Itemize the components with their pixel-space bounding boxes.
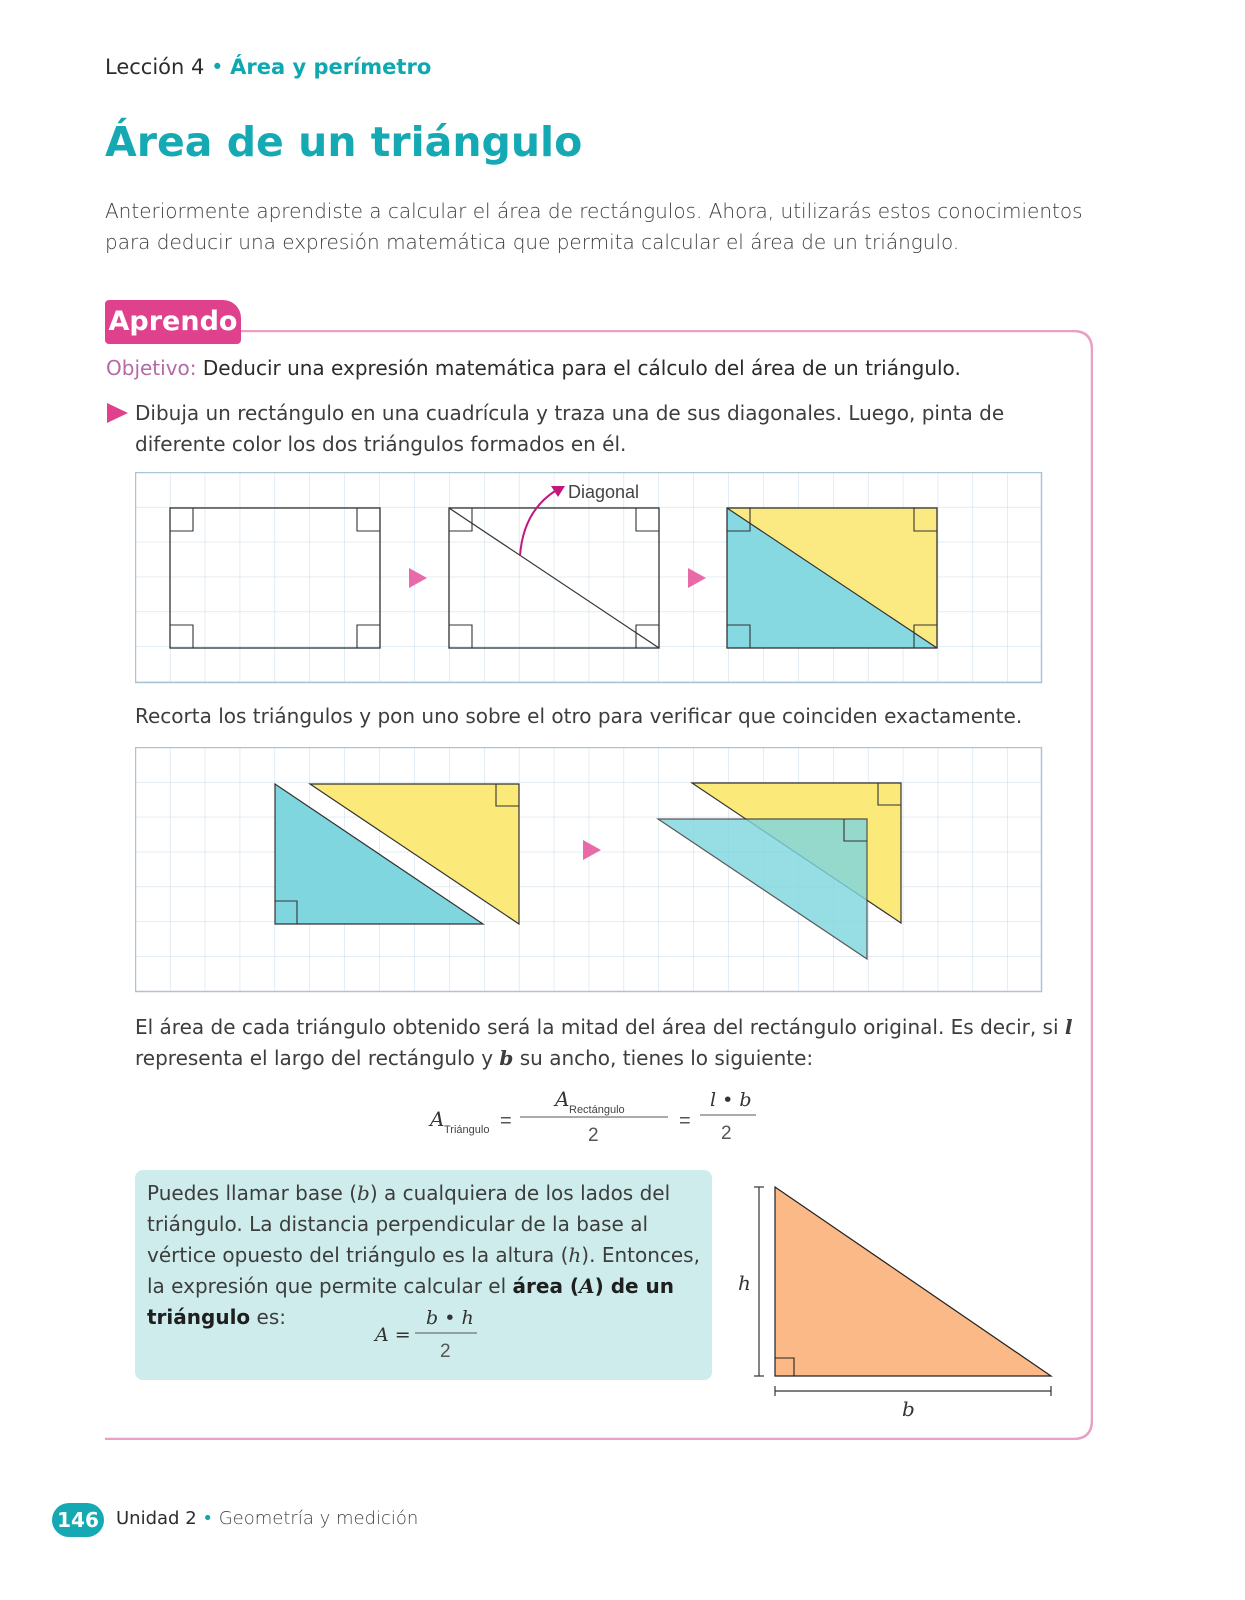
footer-unit-label: Unidad 2 bbox=[116, 1508, 197, 1529]
triangle-area-formula bbox=[370, 1302, 520, 1368]
orange-triangle-figure bbox=[730, 1180, 1070, 1430]
height-label: h bbox=[738, 1271, 751, 1295]
formula2-num: b • h bbox=[426, 1307, 474, 1329]
def-var-a: A bbox=[579, 1274, 595, 1298]
half-area-part2: representa el largo del rectángulo y bbox=[135, 1046, 500, 1070]
formula-den: 2 bbox=[588, 1125, 599, 1146]
formula-num-symbol: A bbox=[555, 1087, 570, 1111]
step1-text: Dibuja un rectángulo en una cuadrícula y traza una de sus diagonales. Luego, pinta de diferente color los dos triángulos formados en él. bbox=[135, 401, 1005, 456]
footer-subject: Geometría y medición bbox=[218, 1508, 419, 1529]
objective-label: Objetivo: bbox=[106, 356, 197, 380]
lesson-topic: Área y perímetro bbox=[230, 55, 432, 79]
aprendo-tab: Aprendo bbox=[105, 300, 241, 344]
formula2-lhs: A = bbox=[375, 1324, 411, 1346]
separator-dot: • bbox=[202, 1508, 213, 1529]
def-part2: ) a cualquiera de los lados del triángulo. La distancia perpendicular de la base al vértice opuesto del triángulo es la altura ( bbox=[147, 1181, 671, 1267]
var-b: b bbox=[499, 1046, 514, 1070]
def-var-h: h bbox=[568, 1243, 582, 1267]
half-area-text bbox=[135, 1012, 1085, 1074]
formula-lhs-symbol: A bbox=[430, 1107, 445, 1131]
formula-lhs-sub: Triángulo bbox=[444, 1124, 490, 1136]
def-part3: ). Entonces, la expresión que permite calcular el bbox=[147, 1243, 700, 1298]
def-part1: Puedes llamar base ( bbox=[147, 1181, 357, 1205]
formula-eq2: = bbox=[679, 1110, 691, 1132]
def-part4: es: bbox=[250, 1305, 286, 1329]
def-bold1: área ( bbox=[512, 1274, 580, 1298]
rectangle-grid-figure bbox=[135, 472, 1043, 684]
step-arrow-icon bbox=[106, 402, 130, 424]
objective-text: Deducir una expresión matemática para el cálculo del área de un triángulo. bbox=[202, 356, 961, 380]
page-title: Área de un triángulo bbox=[105, 118, 583, 166]
formula-num-sub: Rectángulo bbox=[569, 1104, 625, 1116]
formula-num2: l • b bbox=[710, 1089, 752, 1111]
lesson-header bbox=[105, 55, 431, 79]
base-label: b bbox=[902, 1397, 915, 1421]
half-area-part1: El área de cada triángulo obtenido será la mitad del área del rectángulo original. Es decir, si bbox=[135, 1015, 1065, 1039]
var-l: l bbox=[1064, 1015, 1073, 1039]
page-number: 146 bbox=[52, 1503, 104, 1537]
objective bbox=[106, 356, 961, 380]
def-var-b: b bbox=[357, 1181, 370, 1205]
formula-eq1: = bbox=[500, 1110, 512, 1132]
intro-paragraph: Anteriormente aprendiste a calcular el área de rectángulos. Ahora, utilizarás estos conocimientos para deducir una expresión matemática que permita calcular el área de un triángulo. bbox=[105, 199, 1083, 254]
colored-rectangle bbox=[727, 508, 937, 648]
step2-text: Recorta los triángulos y pon uno sobre el otro para verificar que coinciden exactamente. bbox=[135, 704, 1023, 728]
diagonal-label: Diagonal bbox=[568, 482, 640, 502]
triangles-grid-figure bbox=[135, 747, 1043, 993]
triangle-area-derivation-formula bbox=[420, 1084, 780, 1154]
formula-den2: 2 bbox=[721, 1123, 732, 1144]
half-area-part3: su ancho, tienes lo siguiente: bbox=[513, 1046, 814, 1070]
lesson-number: Lección 4 bbox=[105, 55, 205, 79]
separator-dot: • bbox=[211, 55, 224, 79]
formula2-den: 2 bbox=[440, 1341, 451, 1362]
def-bold2: ) de un triángulo bbox=[147, 1274, 675, 1329]
footer-unit bbox=[116, 1508, 418, 1529]
